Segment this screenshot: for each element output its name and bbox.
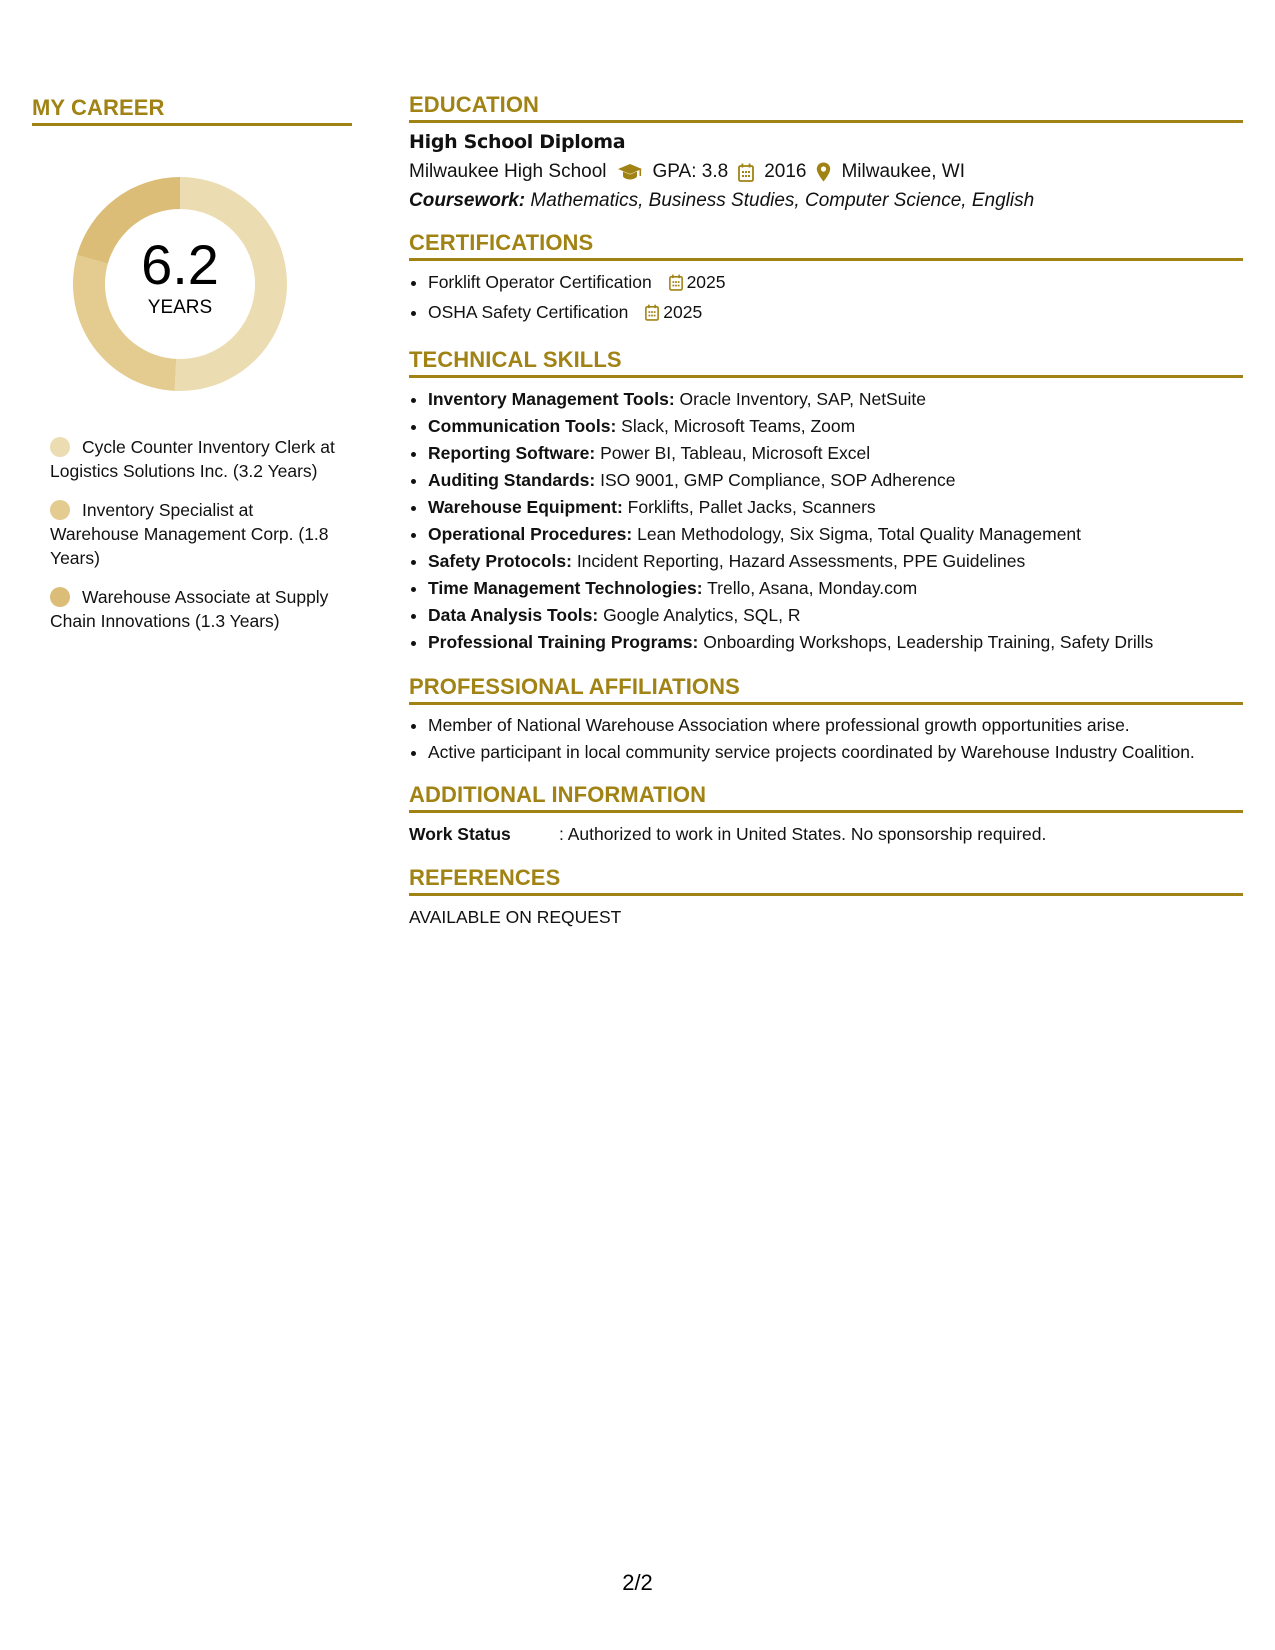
skill-label: Professional Training Programs:	[428, 632, 699, 652]
calendar-icon	[645, 302, 659, 329]
skill-item	[428, 548, 1243, 575]
affiliation-item: • Active participant in local community service projects coordinated by Warehouse Industry Coalition.	[428, 740, 1243, 764]
coursework	[409, 190, 1243, 212]
skill-item	[428, 413, 1243, 440]
references-section	[409, 865, 1243, 930]
skill-value: Power BI, Tableau, Microsoft Excel	[600, 443, 871, 463]
certification-year: 2025	[663, 302, 703, 322]
skill-item	[428, 386, 1243, 413]
education-title: EDUCATION	[409, 92, 1243, 123]
skill-value: Incident Reporting, Hazard Assessments, PPE Guidelines	[576, 551, 1026, 571]
legend-item	[50, 435, 335, 483]
skill-item	[428, 440, 1243, 467]
work-status-value: : Authorized to work in United States. No sponsorship required.	[559, 824, 1047, 844]
affiliations-title: PROFESSIONAL AFFILIATIONS	[409, 674, 1243, 705]
skill-value: Oracle Inventory, SAP, NetSuite	[679, 389, 926, 409]
affiliation-item: • Member of National Warehouse Association where professional growth opportunities arise.	[428, 713, 1243, 737]
legend-label: Inventory Specialist at Warehouse Management Corp. (1.8 Years)	[50, 500, 329, 568]
certifications-section	[409, 230, 1243, 329]
work-status-label: Work Status	[409, 824, 511, 844]
skills-section	[409, 347, 1243, 656]
skill-label: Time Management Technologies:	[428, 578, 703, 598]
legend-label: Warehouse Associate at Supply Chain Innovations (1.3 Years)	[50, 587, 329, 631]
graduation-cap-icon	[617, 163, 643, 181]
main-column	[409, 92, 1243, 948]
career-legend	[32, 435, 335, 633]
total-years-unit: YEARS	[147, 297, 213, 318]
certification-name: OSHA Safety Certification	[428, 302, 629, 322]
skill-label: Auditing Standards:	[428, 470, 596, 490]
skill-item	[428, 521, 1243, 548]
skill-value: Slack, Microsoft Teams, Zoom	[621, 416, 856, 436]
skill-item	[428, 602, 1243, 629]
location-pin-icon	[816, 162, 831, 182]
references-text: AVAILABLE ON REQUEST	[409, 907, 622, 927]
legend-dot	[50, 587, 70, 607]
skill-label: Inventory Management Tools:	[428, 389, 675, 409]
skill-label: Warehouse Equipment:	[428, 497, 623, 517]
education-section	[409, 92, 1243, 212]
skills-list	[409, 386, 1243, 656]
skill-value: Lean Methodology, Six Sigma, Total Quality Management	[637, 524, 1082, 544]
legend-dot	[50, 437, 70, 457]
skill-item	[428, 629, 1243, 656]
legend-dot	[50, 500, 70, 520]
education-details	[409, 159, 1243, 185]
skill-label: Operational Procedures:	[428, 524, 633, 544]
skill-label: Data Analysis Tools:	[428, 605, 599, 625]
additional-section	[409, 782, 1243, 847]
skill-item	[428, 494, 1243, 521]
certification-item	[428, 269, 1243, 299]
graduation-year: 2016	[764, 161, 807, 182]
skill-value: Trello, Asana, Monday.com	[707, 578, 918, 598]
total-years-value: 6.2	[141, 233, 219, 296]
certification-year: 2025	[686, 272, 726, 292]
calendar-icon	[738, 163, 754, 182]
calendar-icon	[669, 272, 683, 299]
affiliations-list	[409, 713, 1243, 764]
skill-label: Safety Protocols:	[428, 551, 572, 571]
gpa-value: GPA: 3.8	[652, 161, 729, 182]
skill-value: Forklifts, Pallet Jacks, Scanners	[627, 497, 876, 517]
legend-item	[50, 585, 335, 633]
skill-label: Communication Tools:	[428, 416, 617, 436]
skills-title: TECHNICAL SKILLS	[409, 347, 1243, 378]
coursework-label: Coursework:	[409, 190, 526, 211]
certification-item	[428, 299, 1243, 329]
certifications-list	[409, 269, 1243, 329]
school-location: Milwaukee, WI	[841, 161, 965, 182]
career-donut-chart	[65, 169, 295, 399]
skill-value: ISO 9001, GMP Compliance, SOP Adherence	[600, 470, 956, 490]
legend-label: Cycle Counter Inventory Clerk at Logistics Solutions Inc. (3.2 Years)	[50, 437, 335, 481]
page-number: 2/2	[622, 1570, 653, 1595]
legend-item	[50, 498, 335, 570]
skill-value: Onboarding Workshops, Leadership Training, Safety Drills	[703, 632, 1154, 652]
skill-label: Reporting Software:	[428, 443, 596, 463]
coursework-list: Mathematics, Business Studies, Computer Science, English	[530, 190, 1035, 211]
references-title: REFERENCES	[409, 865, 1243, 896]
skill-item	[428, 575, 1243, 602]
skill-value: Google Analytics, SQL, R	[603, 605, 801, 625]
certifications-title: CERTIFICATIONS	[409, 230, 1243, 261]
skill-item	[428, 467, 1243, 494]
additional-title: ADDITIONAL INFORMATION	[409, 782, 1243, 813]
career-title: MY CAREER	[32, 95, 352, 126]
certification-name: Forklift Operator Certification	[428, 272, 652, 292]
school-name: Milwaukee High School	[409, 161, 607, 182]
work-status-row	[409, 821, 1243, 847]
degree-name: High School Diploma	[409, 131, 626, 153]
career-sidebar	[32, 95, 352, 648]
affiliations-section	[409, 674, 1243, 764]
